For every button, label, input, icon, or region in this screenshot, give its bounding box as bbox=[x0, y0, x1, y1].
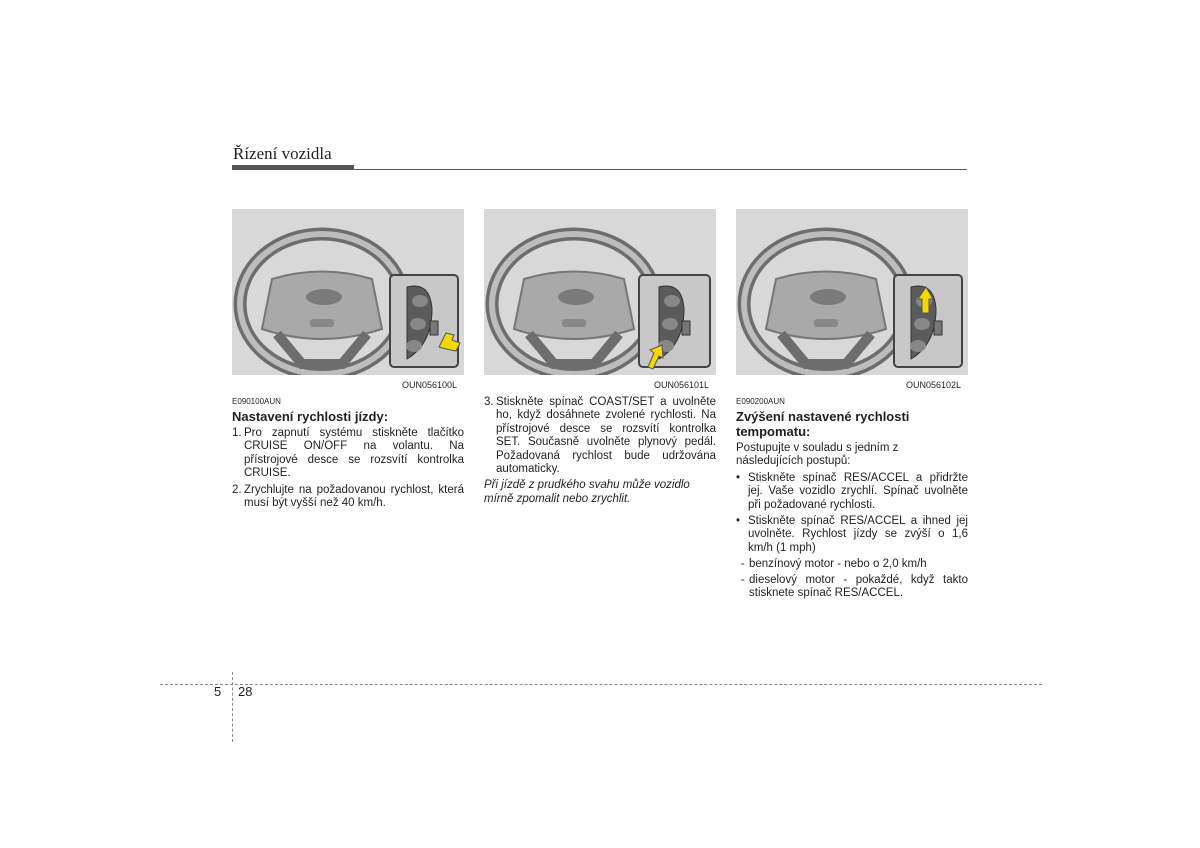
list-number: 2. bbox=[232, 483, 242, 496]
bullet-item bbox=[736, 515, 968, 555]
section-code: E090200AUN bbox=[736, 397, 785, 406]
footer-rule bbox=[160, 684, 1042, 685]
header-rule-thin bbox=[354, 169, 967, 170]
bullet-icon: • bbox=[736, 471, 741, 484]
list-item bbox=[232, 484, 464, 511]
list-item bbox=[484, 396, 716, 476]
dash-text: dieselový motor - pokaždé, když takto stisknete spínač RES/ACCEL. bbox=[749, 573, 968, 600]
column-right bbox=[736, 409, 968, 602]
dash-text: benzínový motor - nebo o 2,0 km/h bbox=[749, 558, 927, 571]
chapter-number: 5 bbox=[214, 684, 222, 699]
column-left bbox=[232, 409, 464, 513]
section-heading: Zvýšení nastavené rychlosti tempomatu: bbox=[736, 409, 910, 439]
page-number: 28 bbox=[238, 684, 253, 699]
page-header-title: Řízení vozidla bbox=[233, 144, 332, 163]
bullet-item bbox=[736, 472, 968, 512]
steering-wheel-illustration bbox=[484, 209, 716, 375]
steering-wheel-illustration bbox=[736, 209, 968, 375]
figure-code-2: OUN056101L bbox=[654, 380, 710, 390]
italic-note: Při jízdě z prudkého svahu může vozidlo mírně zpomalit nebo zrychlit. bbox=[484, 479, 690, 505]
header-rule-thick bbox=[232, 165, 354, 170]
dash-item bbox=[741, 574, 968, 601]
figure-code-3: OUN056102L bbox=[906, 380, 962, 390]
steering-wheel-illustration bbox=[232, 209, 464, 375]
list-text: Pro zapnutí systému stiskněte tlačítko CRUISE ON/OFF na volantu. Na přístrojové desce se rozsvítí kontrolka CRUISE. bbox=[244, 427, 464, 480]
column-middle bbox=[484, 396, 716, 509]
bullet-text: Stiskněte spínač RES/ACCEL a ihned jej uvolněte. Rychlost jízdy se zvýší o 1,6 km/h (1 mph) bbox=[748, 515, 968, 554]
figure-code-1: OUN056100L bbox=[402, 380, 458, 390]
dash-marker: - bbox=[741, 573, 745, 586]
list-number: 1. bbox=[232, 427, 242, 439]
steering-wheel-figure-1 bbox=[232, 209, 464, 375]
dash-item bbox=[741, 558, 968, 571]
bullet-text: Stiskněte spínač RES/ACCEL a přidržte jej. Vaše vozidlo zrychlí. Spínač uvolněte při požadované rychlosti. bbox=[748, 471, 968, 511]
bullet-icon: • bbox=[736, 515, 741, 528]
section-code: E090100AUN bbox=[232, 397, 281, 406]
intro-text: Postupujte v souladu s jedním z následujících postupů: bbox=[736, 442, 899, 468]
list-text: Zrychlujte na požadovanou rychlost, která musí být vyšší než 40 km/h. bbox=[244, 483, 464, 510]
section-heading: Nastavení rychlosti jízdy: bbox=[232, 409, 389, 424]
list-text: Stiskněte spínač COAST/SET a uvolněte ho, když dosáhnete zvolené rychlosti. Na přístrojové desce se rozsvítí kontrolka SET. Současně uvolněte plynový pedál. Požadovaná rychlost bude udržována automaticky. bbox=[496, 396, 716, 476]
footer-divider bbox=[232, 672, 233, 742]
list-item bbox=[232, 427, 464, 481]
steering-wheel-figure-2 bbox=[484, 209, 716, 375]
dash-marker: - bbox=[741, 558, 745, 571]
steering-wheel-figure-3 bbox=[736, 209, 968, 375]
list-number: 3. bbox=[484, 396, 494, 408]
